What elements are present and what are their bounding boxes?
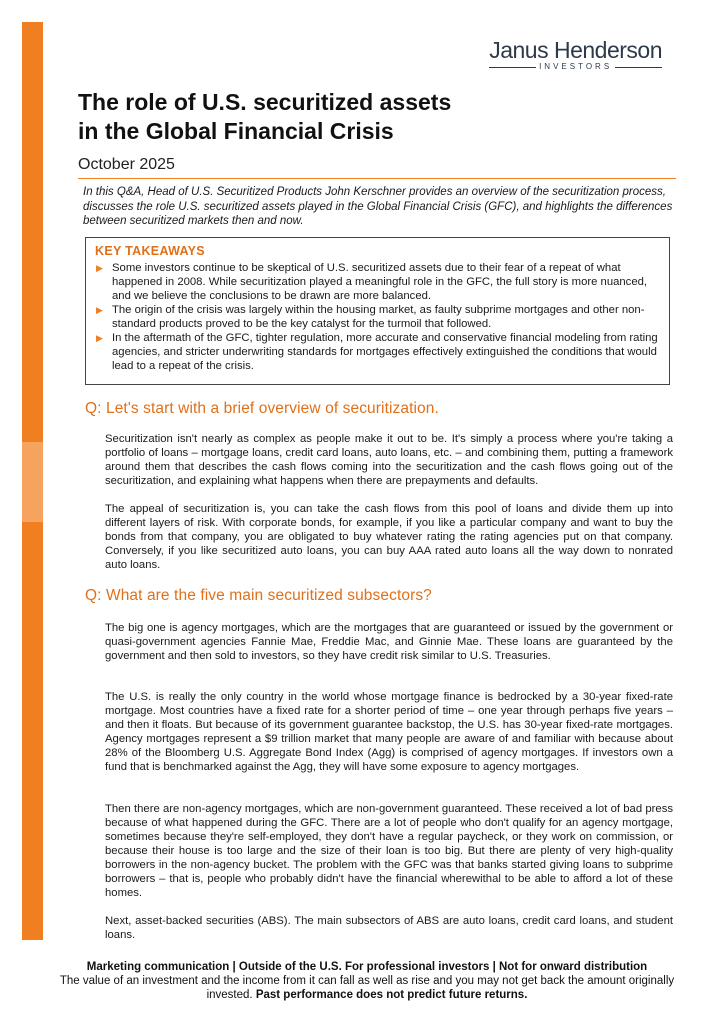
- body-paragraph: The appeal of securitization is, you can take the cash flows from this pool of loans and divide them up into different layers of risk. With corporate bonds, for example, if you like a particular company and want to buy the bonds from that company, you are obligated to buy whatever rating the rating agencies put on that company. Conversely, if you like securitized auto loans, you can buy AAA rated auto loans all the way down to nonrated auto loans.: [105, 503, 673, 571]
- triangle-bullet-icon: ▶: [96, 333, 103, 343]
- body-paragraph: Then there are non-agency mortgages, which are non-government guaranteed. These received a lot of bad press because of what happened during the GFC. There are a lot of people who don't qualify for an agency mortgage, sometimes because they're self-employed, they don't have a regular paycheck, or they work on commission, or because their house is too large and the size of their loan is too big. But there are plenty of very high-quality borrowers in the non-agency bucket. The problem with the GFC was that banks started giving loans to subprime borrowers – that is, people who probably didn't have the financial wherewithal to be able to afford a lot of these homes.: [105, 803, 673, 899]
- body-paragraph: Next, asset-backed securities (ABS). The main subsectors of ABS are auto loans, credit card loans, and student loans.: [105, 915, 673, 941]
- page-title-line-1: The role of U.S. securitized assets: [78, 89, 452, 115]
- side-accent-bar: [22, 22, 43, 940]
- body-paragraph: The big one is agency mortgages, which are the mortgages that are guaranteed or issued by the government or quasi-government agencies Fannie Mae, Freddie Mac, and Ginnie Mae. These loans are guaranteed by the government and then sold to investors, so they have credit risk similar to U.S. Treasuries.: [105, 622, 673, 662]
- page-title-line-2: in the Global Financial Crisis: [78, 118, 394, 144]
- page-title: [78, 88, 578, 146]
- company-logo: [489, 38, 662, 72]
- footer-disclaimer: [40, 960, 694, 1002]
- publication-date: October 2025: [78, 156, 175, 173]
- triangle-bullet-icon: ▶: [96, 305, 103, 315]
- question-heading-2: Q: What are the five main securitized subsectors?: [85, 587, 432, 604]
- logo-main-text: Janus Henderson: [489, 37, 662, 63]
- triangle-bullet-icon: ▶: [96, 263, 103, 273]
- intro-paragraph: In this Q&A, Head of U.S. Securitized Products John Kerschner provides an overview of the securitization process, discusses the role U.S. securitized assets played in the Global Financial Crisis (GFC), and highlights the differences between securitized markets then and now.: [83, 186, 673, 227]
- question-heading-1: Q: Let's start with a brief overview of securitization.: [85, 400, 439, 417]
- takeaway-item: ▶ Some investors continue to be skeptical of U.S. securitized assets due to their fear of a repeat of what happened in 2008. While securitization played a meaningful role in the GFC, the full story is more nuanced, and we believe the conclusions to be drawn are more balanced.: [96, 262, 648, 302]
- footer-line-1: Marketing communication | Outside of the U.S. For professional investors | Not for onward distribution: [86, 961, 648, 973]
- logo-sub-text: INVESTORS: [489, 62, 662, 72]
- divider: [78, 178, 676, 179]
- body-paragraph: Securitization isn't nearly as complex as people make it out to be. It's simply a process where you're taking a portfolio of loans – mortgage loans, credit card loans, auto loans, etc. – and combining them, putting a framework around them that describes the cash flows coming into the securitization and the cash flows going out of the securitization, and explaining what happens when there are prepayments and defaults.: [105, 433, 673, 487]
- footer-line-2: The value of an investment and the income from it can fall as well as rise and you may not get back the amount originally invested. Past performance does not predict future returns.: [59, 975, 675, 1001]
- takeaway-item: ▶ The origin of the crisis was largely within the housing market, as faulty subprime mortgages and other non-standard products proved to be the key catalyst for the turmoil that followed.: [96, 304, 645, 330]
- key-takeaways-box: [85, 237, 670, 385]
- takeaway-item: ▶ In the aftermath of the GFC, tighter regulation, more accurate and conservative financial modeling from rating agencies, and stricter underwriting standards for mortgages effectively extinguished the conditions that would lead to a repeat of the crisis.: [96, 332, 658, 372]
- key-takeaways-heading: KEY TAKEAWAYS: [95, 244, 205, 258]
- body-paragraph: The U.S. is really the only country in the world whose mortgage finance is bedrocked by a 30-year fixed-rate mortgage. Most countries have a fixed rate for a shorter period of time – one year through perhaps five years – and then it floats. But because of its government guarantee backstop, the U.S. has 30-year fixed-rate mortgages. Agency mortgages represent a $9 trillion market that many people are aware of and familiar with because about 28% of the Bloomberg U.S. Aggregate Bond Index (Agg) is comprised of agency mortgages. If investors own a fund that is benchmarked against the Agg, they will have some exposure to agency mortgages.: [105, 691, 673, 773]
